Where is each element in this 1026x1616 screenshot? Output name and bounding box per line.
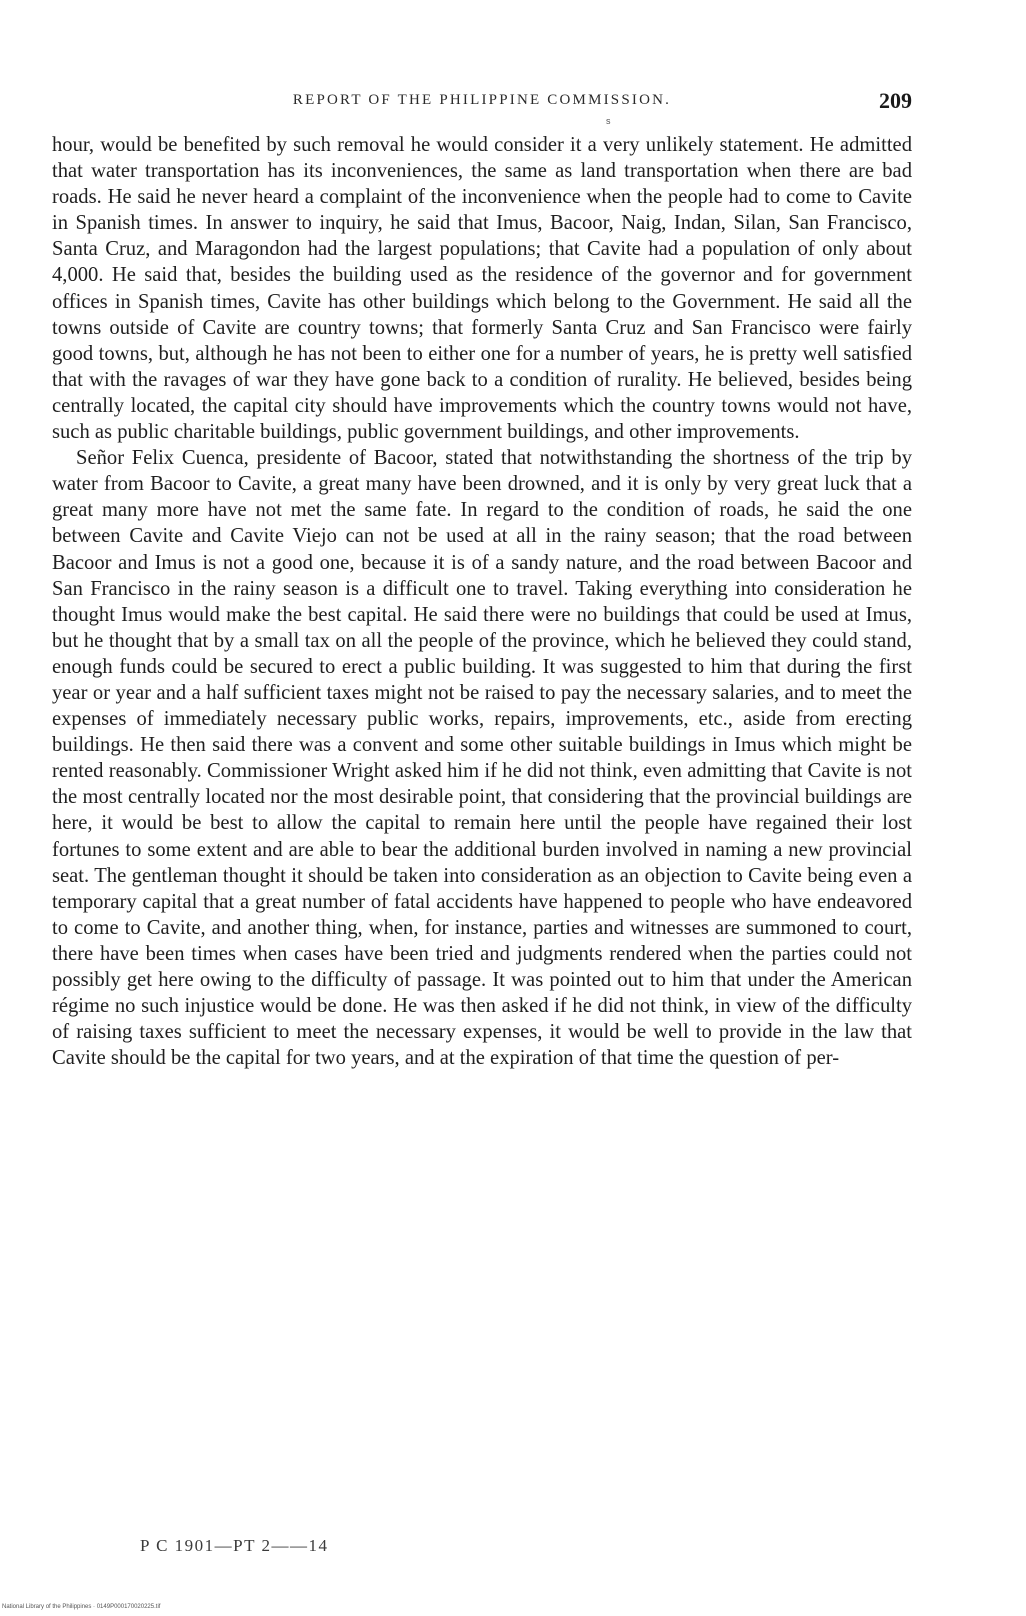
paragraph-1: hour, would be benefited by such removal he would consider it a very unlikely statement. He admitted that water transportation has its inconveniences, the same as land transportation when there are bad roads. He said he never heard a complaint of the inconvenience when the people had to come to Cavite in Spanish times. In answer to inquiry, he said that Imus, Bacoor, Naig, Indan, Silan, San Francisco, Santa Cruz, and Maragondon had the largest populations; that Cavite had a population of only about 4,000. He said that, besides the building used as the residence of the governor and for government offices in Spanish times, Cavite has other buildings which belong to the Government. He said all the towns outside of Cavite are country towns; that formerly Santa Cruz and San Francisco were fairly good towns, but, although he has not been to either one for a number of years, he is pretty well satisfied that with the ravages of war they have gone back to a condition of rurality. He believed, besides being centrally located, the capital city should have improvements which the country towns would not have, such as public charitable buildings, public government buildings, and other improvements. [52,134,912,444]
paragraph-2: Señor Felix Cuenca, presidente of Bacoor, stated that notwithstanding the shortness of the trip by water from Bacoor to Cavite, a great many have been drowned, and it is only by very great luck that a great many more have not met the same fate. In regard to the condition of roads, he said the one between Cavite and Cavite Viejo can not be used at all in the rainy season; that the road between Bacoor and Imus is not a good one, because it is of a sandy nature, and the road between Bacoor and San Francisco in the rainy season is a difficult one to travel. Taking everything into consideration he thought Imus would make the best capital. He said there were no buildings that could be used at Imus, but he thought that by a small tax on all the people of the province, which he believed they could stand, enough funds could be secured to erect a public building. It was suggested to him that during the first year or year and a half sufficient taxes might not be raised to pay the necessary salaries, and to meet the expenses of immediately necessary public works, repairs, improvements, etc., aside from erecting buildings. He then said there was a convent and some other suitable buildings in Imus which might be rented reasonably. Commissioner Wright asked him if he did not think, even admitting that Cavite is not the most centrally located nor the most desirable point, that considering that the provincial buildings are here, it would be best to allow the capital to remain here until the people have regained their lost fortunes to some extent and are able to bear the additional burden involved in naming a new provincial seat. The gentleman thought it should be taken into consideration as an objection to Cavite being even a temporary capital that a great number of fatal accidents have happened to people who have endeavored to come to Cavite, and another thing, when, for instance, parties and witnesses are summoned to court, there have been times when cases have been tried and judgments rendered when the parties could not possibly get here owing to the difficulty of passage. It was pointed out to him that under the American régime no such injustice would be done. He was then asked if he did not think, in view of the difficulty of raising taxes sufficient to meet the necessary expenses, it would be well to provide in the law that Cavite should be the capital for two years, and at the expiration of that time the question of per- [52,447,912,1070]
page-number: 209 [879,88,912,113]
running-header [52,88,912,118]
body-text [52,132,912,1071]
document-page [52,0,912,1616]
scan-credit: National Library of the Philippines · 0149P000170020225.tif [2,1604,161,1610]
header-title: REPORT OF THE PHILIPPINE COMMISSION. [292,92,672,108]
signature-mark: P C 1901—PT 2——14 [140,1536,329,1555]
scan-mark: s [606,116,611,126]
